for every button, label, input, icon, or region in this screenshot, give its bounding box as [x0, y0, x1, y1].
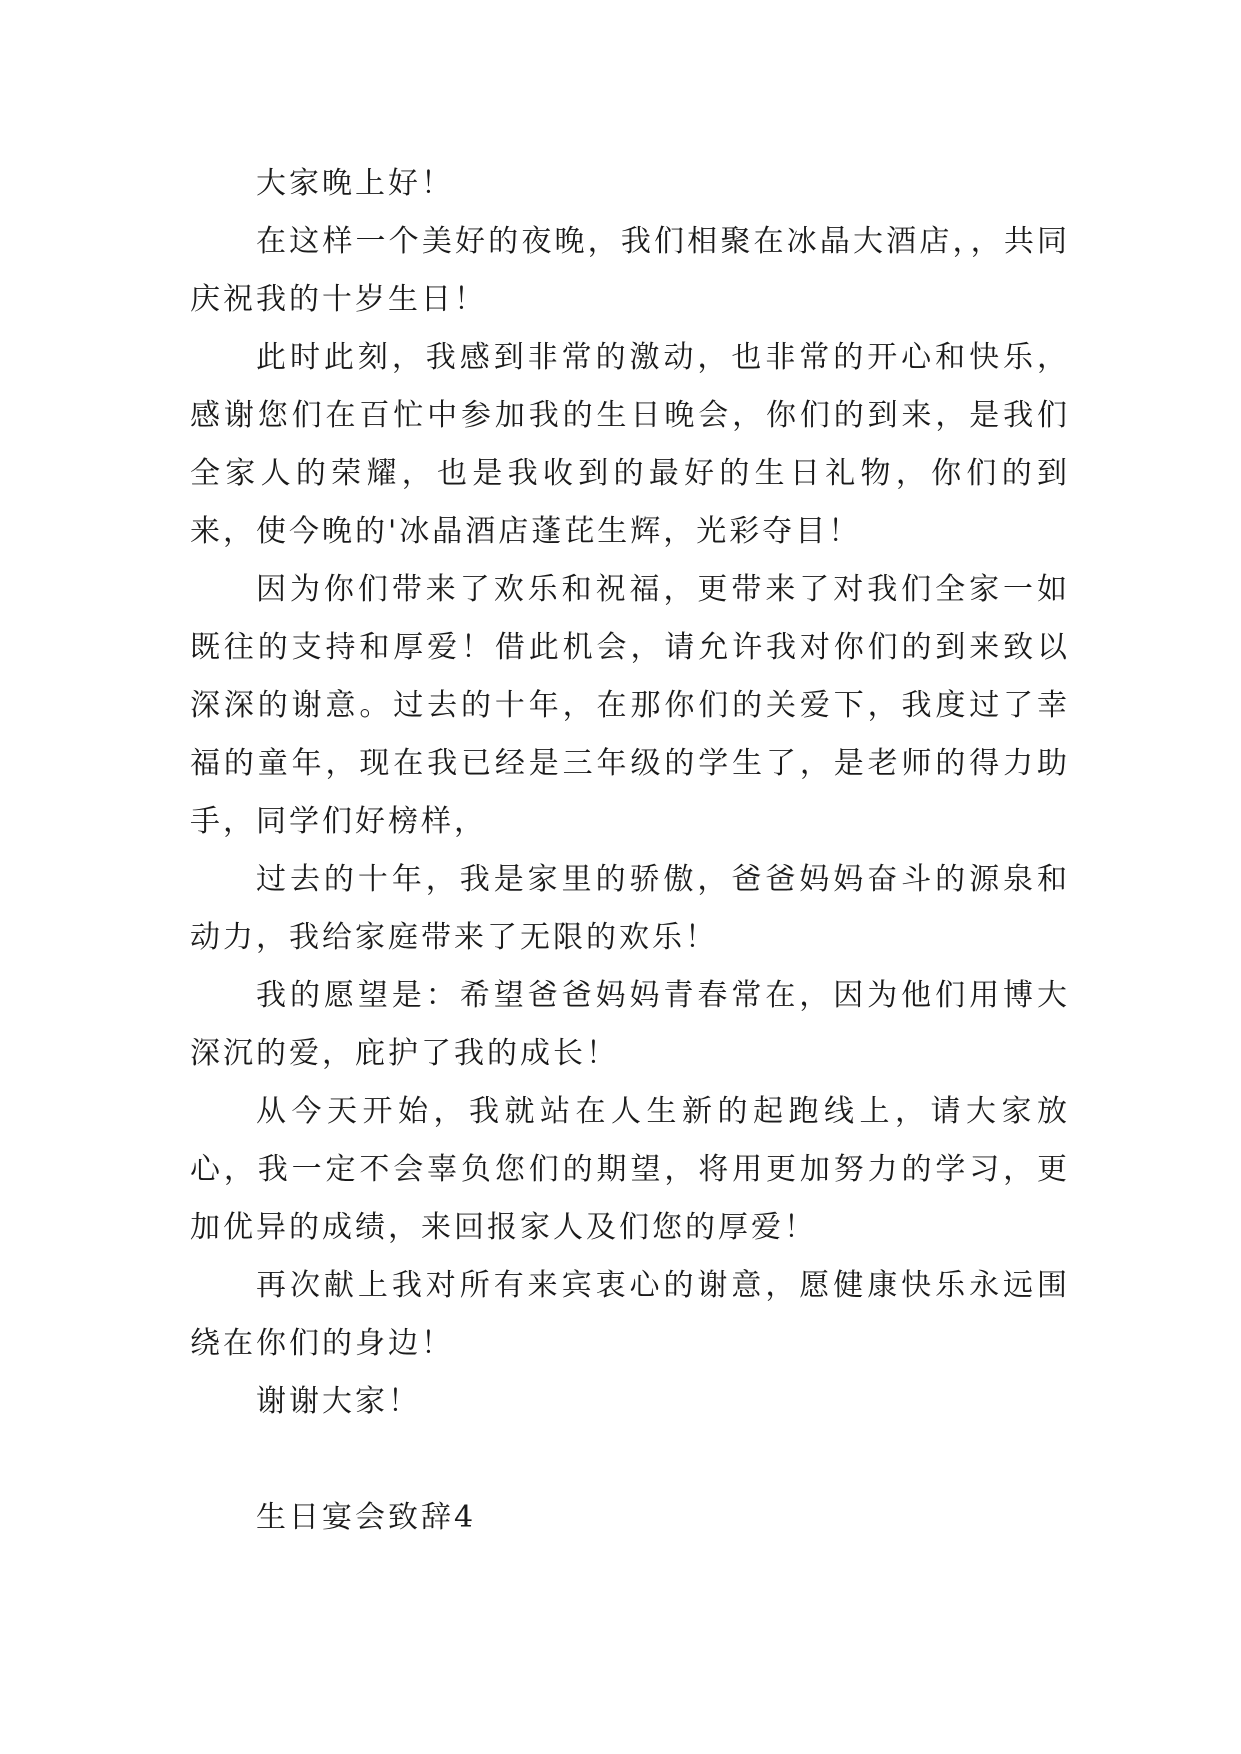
- paragraph-closing: 谢谢大家！: [256, 1384, 421, 1419]
- paragraph-promise: 从今天开始，我就站在人生新的起跑线上，请大家放心，我一定不会辜负您们的期望，将用更加努力的学习，更加优异的成绩，来回报家人及们您的厚爱！: [190, 1094, 1070, 1245]
- paragraph-thanks-guests: 再次献上我对所有来宾衷心的谢意，愿健康快乐永远围绕在你们的身边！: [190, 1268, 1070, 1361]
- paragraph-family-pride: 过去的十年，我是家里的骄傲，爸爸妈妈奋斗的源泉和动力，我给家庭带来了无限的欢乐！: [190, 862, 1070, 955]
- section-heading: 生日宴会致辞4: [256, 1500, 477, 1535]
- document-body: [190, 155, 1070, 1547]
- paragraph-wish: 我的愿望是：希望爸爸妈妈青春常在，因为他们用博大深沉的爱，庇护了我的成长！: [190, 978, 1070, 1071]
- paragraph-gratitude: 此时此刻，我感到非常的激动，也非常的开心和快乐，感谢您们在百忙中参加我的生日晚会，你们的到来，是我们全家人的荣耀，也是我收到的最好的生日礼物，你们的到来，使今晚的'冰晶酒店蓬芘生辉，光彩夺目！: [190, 340, 1070, 549]
- paragraph-blessings: 因为你们带来了欢乐和祝福，更带来了对我们全家一如既往的支持和厚爱！借此机会，请允许我对你们的到来致以深深的谢意。过去的十年，在那你们的关爱下，我度过了幸福的童年，现在我已经是三年级的学生了，是老师的得力助手，同学们好榜样，: [190, 572, 1070, 839]
- paragraph-greeting: 大家晚上好！: [256, 166, 454, 201]
- paragraph-gathering: 在这样一个美好的夜晚，我们相聚在冰晶大酒店，，共同庆祝我的十岁生日！: [190, 224, 1070, 317]
